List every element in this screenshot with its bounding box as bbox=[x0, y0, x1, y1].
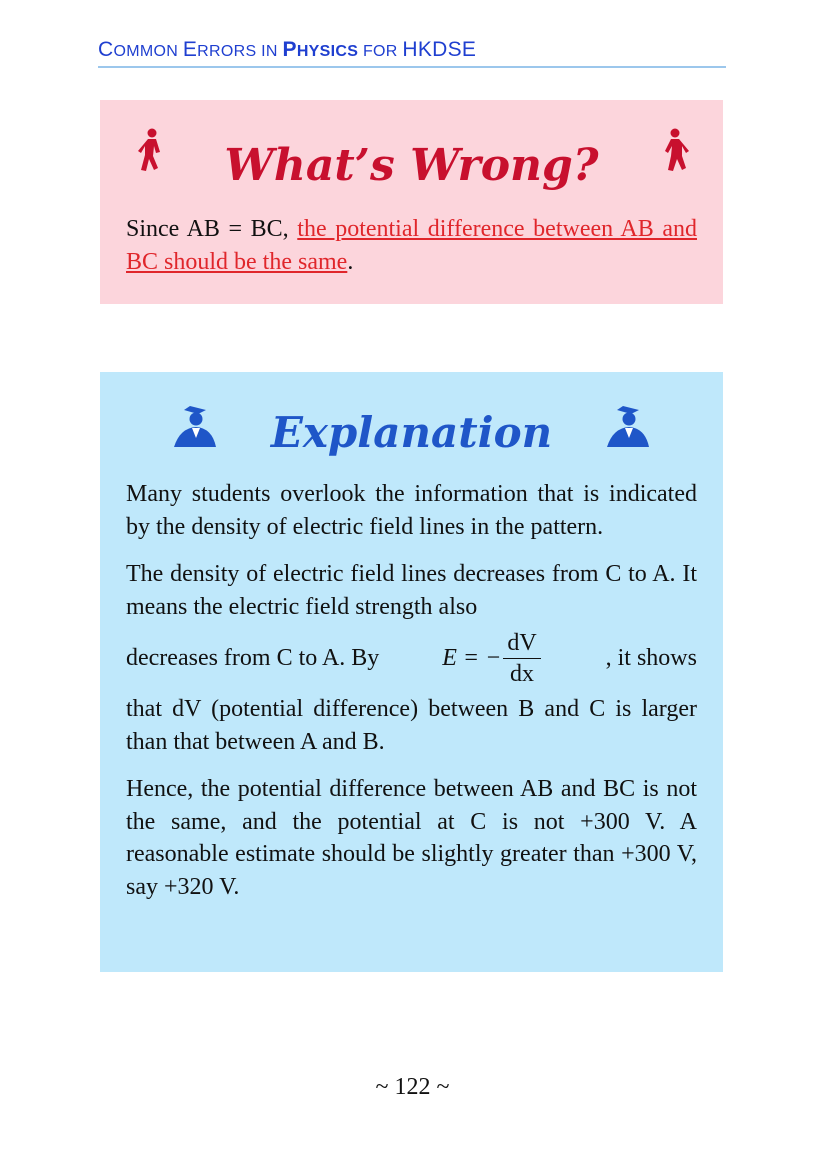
explanation-box bbox=[100, 372, 723, 972]
paragraph-line: that dV (potential difference) between B and C is larger than that between A and B. bbox=[126, 696, 697, 755]
page-number: ~ 122 ~ bbox=[375, 1074, 450, 1100]
header-text: HKDSE bbox=[402, 38, 477, 61]
paragraph-text: decreases from C to A. By bbox=[126, 644, 380, 671]
statement-text: Since AB = BC, bbox=[126, 216, 298, 242]
running-header bbox=[98, 38, 726, 68]
formula-line bbox=[126, 623, 697, 693]
formula-lhs: E = − bbox=[442, 644, 502, 671]
misconception-text: the potential difference between AB and BC should be the same bbox=[126, 216, 698, 275]
explanation-body bbox=[126, 478, 697, 918]
explanation-paragraph: Hence, the potential difference between AB and BC is not the same, and the potential at C is not +300 V. A reasonable estimate should be slightly greater than +300 V, say +320 V. bbox=[126, 776, 697, 900]
formula-denominator: dx bbox=[509, 660, 534, 687]
formula-numerator: dV bbox=[503, 628, 540, 659]
paragraph-text: , it shows bbox=[605, 644, 697, 671]
paragraph-line: The density of electric field lines decreases from C to A. It means the electric field strength also bbox=[126, 561, 697, 620]
graduate-icon bbox=[605, 404, 651, 453]
explanation-paragraph bbox=[126, 558, 697, 758]
header-text: OMMON bbox=[113, 43, 183, 60]
header-letter: C bbox=[98, 38, 114, 61]
header-letter: P bbox=[282, 38, 297, 61]
formula-fraction bbox=[503, 628, 540, 689]
header-text: RRORS IN bbox=[197, 43, 283, 60]
header-text: HYSICS bbox=[296, 43, 359, 60]
explanation-title: Explanation bbox=[270, 408, 553, 457]
explanation-paragraph: Many students overlook the information that is indicated by the density of electric field lines in the pattern. bbox=[126, 481, 697, 540]
gradient-formula bbox=[442, 628, 542, 689]
statement-end: . bbox=[347, 248, 354, 275]
running-figure-icon bbox=[661, 128, 691, 185]
whats-wrong-box bbox=[100, 100, 723, 304]
whats-wrong-title: What’s Wrong? bbox=[224, 140, 599, 191]
header-letter: E bbox=[182, 38, 198, 61]
header-text: FOR bbox=[358, 43, 403, 60]
whats-wrong-text bbox=[126, 213, 697, 278]
